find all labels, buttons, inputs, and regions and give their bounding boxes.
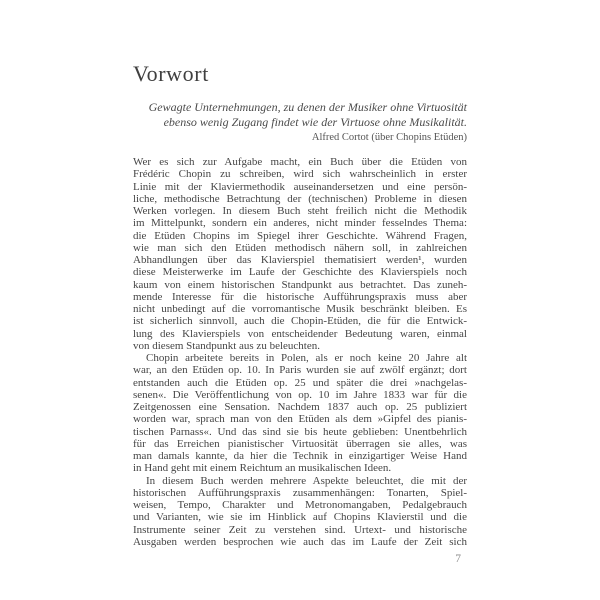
epigraph	[133, 100, 467, 145]
text-line: worden war, sprach man von den Etüden als dem »Gipfel des pianis-	[133, 413, 467, 426]
text-paragraph	[133, 352, 467, 475]
text-line: die Etüden Chopins im Spiegel ihrer Geschichte. Während Fragen,	[133, 229, 467, 242]
text-line: Instrumente seiner Zeit zu verstehen sind. Urtext- und historische	[133, 523, 467, 536]
text-line: von diesem Standpunkt aus zu beleuchten.	[133, 339, 320, 352]
text-line: Linie mit der Klaviermethodik auseinandersetzen und eine persön-	[133, 180, 467, 193]
text-line: lung des Klavierspiels von entscheidender Bedeutung waren, einmal	[133, 327, 467, 340]
text-line: in Hand geht mit einem Reichtum an musikalischen Ideen.	[133, 462, 392, 475]
text-line: man damals kannte, da hier die Technik in einzigartiger Weise Hand	[133, 450, 467, 462]
epigraph-attribution: Alfred Cortot (über Chopins Etüden)	[311, 132, 467, 143]
text-line: diese Meisterwerke im Laufe der Geschichte des Klavierspiels noch	[133, 266, 467, 279]
epigraph-line: Gewagte Unternehmungen, zu denen der Musiker ohne Virtuosität	[148, 100, 467, 114]
text-line: für das Erreichen pianistischer Virtuosität überragen sie alles, was	[133, 437, 467, 450]
text-line: tischen Parnass«. Und das sind sie bis heute geblieben: Unentbehrlich	[133, 425, 467, 438]
text-line: entstanden auch die Etüden op. 25 und später die drei »nachgelas-	[133, 376, 467, 389]
text-line: In diesem Buch werden mehrere Aspekte beleuchtet, die mit der	[146, 474, 467, 487]
text-line: war, an den Etüden op. 10. In Paris wurden sie auf zwölf ergänzt; dort	[133, 364, 467, 377]
text-line: historischen Aufführungspraxis zusammenhängen: Tonarten, Spiel-	[133, 486, 467, 499]
text-paragraph	[133, 475, 467, 549]
text-line: Ausgaben werden besprochen wie auch das im Laufe der Zeit sich	[133, 535, 467, 548]
text-line: senen«. Die Veröffentlichung von op. 10 im Jahre 1833 war für die	[133, 388, 467, 401]
text-line: Chopin arbeitete bereits in Polen, als er noch keine 20 Jahre alt	[146, 352, 467, 364]
text-line: weisen, Tempo, Charakter und Metronomangaben, Pedalgebrauch	[133, 499, 467, 511]
text-line: nicht unbedingt auf die vorromantische Musik beschränkt bleiben. Es	[133, 303, 467, 315]
text-line: kaum von einem historischen Standpunkt aus betrachtet. Das zuneh-	[133, 278, 467, 291]
page-number: 7	[455, 553, 461, 565]
text-line: mende Interesse für die historische Aufführungspraxis muss aber	[133, 290, 467, 303]
text-line: und Varianten, wie sie im Hinblick auf Chopins Klavierstil und die	[133, 511, 467, 524]
text-line: liche, methodische Betrachtung der (technischen) Probleme in diesen	[133, 192, 467, 205]
body-text	[133, 156, 467, 548]
text-line: ist sicherlich sinnvoll, auch die Chopin-Etüden, die für die Entwick-	[133, 315, 467, 328]
text-line: Abhandlungen über das Klavierspiel thematisiert werden¹, wurden	[133, 254, 467, 266]
text-paragraph	[133, 156, 467, 352]
epigraph-line: ebenso wenig Zugang findet wie der Virtuose ohne Musikalität.	[163, 115, 467, 129]
text-line: Zeitgenossen eine Sensation. Nachdem 1837 auch op. 25 publiziert	[133, 401, 467, 413]
text-line: im Mittelpunkt, sondern ein anderes, nicht minder fesselndes Thema:	[133, 217, 467, 230]
text-line: Frédéric Chopin zu schreiben, wird sich wahrscheinlich in erster	[133, 168, 467, 181]
text-line: wie man sich den Etüden methodisch nähern soll, in zahlreichen	[133, 241, 467, 254]
text-line: Wer es sich zur Aufgabe macht, ein Buch über die Etüden von	[133, 156, 467, 168]
text-line: Werken vorlegen. In diesem Buch steht freilich nicht die Methodik	[133, 205, 467, 217]
page-title: Vorwort	[133, 61, 209, 86]
